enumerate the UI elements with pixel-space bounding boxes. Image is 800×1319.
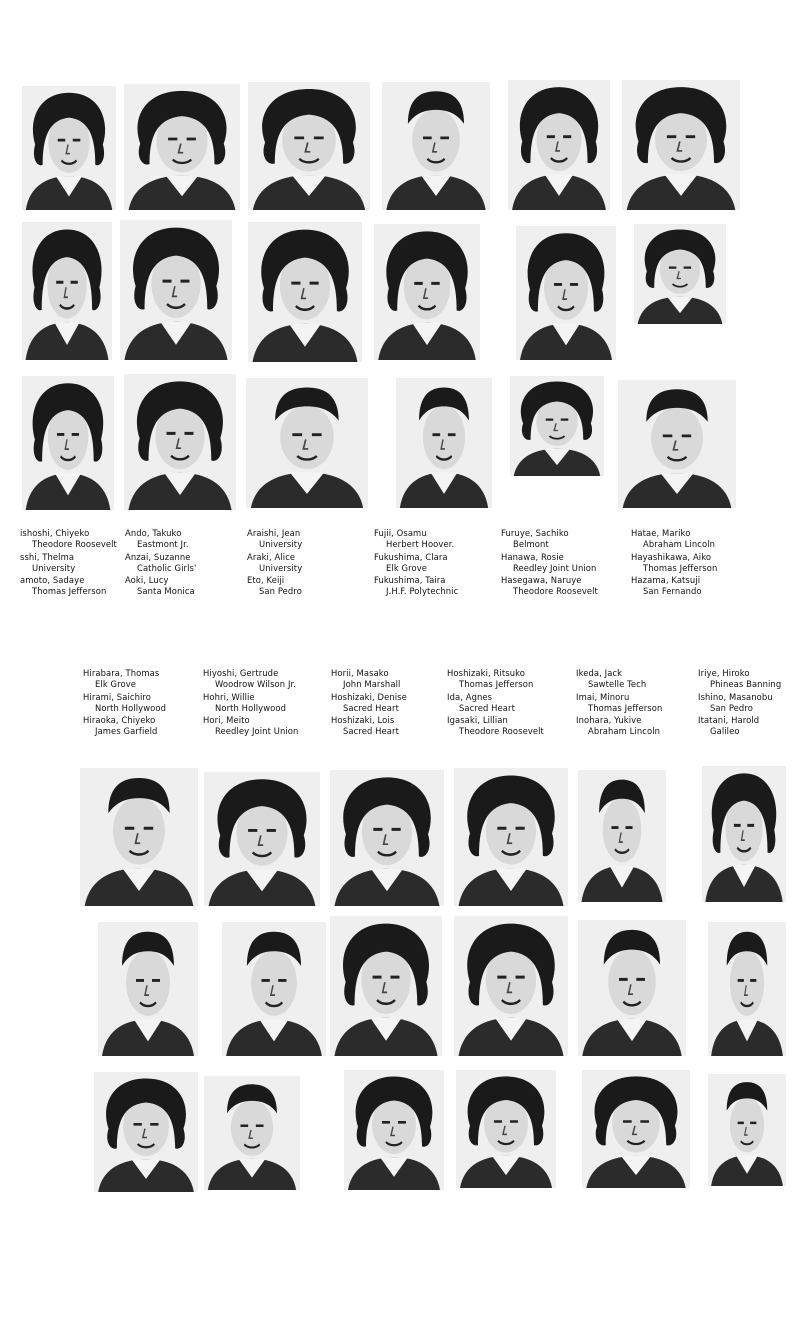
portrait-photo	[330, 770, 444, 906]
school-name: J.H.F. Polytechnic	[386, 586, 459, 597]
student-entry	[698, 692, 794, 715]
portrait-photo	[330, 916, 442, 1056]
portrait-photo	[246, 378, 368, 508]
student-name: Hatae, Mariko	[631, 528, 691, 538]
school-name: Eastmont Jr.	[137, 539, 189, 550]
school-name: Santa Monica	[137, 586, 195, 597]
school-name: North Hollywood	[215, 702, 287, 713]
student-entry	[247, 552, 365, 575]
portrait-photo	[124, 84, 240, 210]
student-name: Hoshizaki, Ritsuko	[447, 668, 526, 678]
student-entry	[576, 715, 694, 738]
school-name: Woodrow Wilson Jr.	[215, 679, 297, 690]
school-name: Catholic Girls'	[137, 562, 197, 573]
portrait-photo	[456, 1070, 556, 1188]
student-name: Igasaki, Lillian	[447, 715, 508, 726]
student-entry	[20, 552, 138, 575]
portrait-photo	[124, 374, 236, 510]
portrait-photo	[454, 916, 568, 1056]
portrait-photo	[582, 1070, 690, 1188]
school-name: Herbert Hoover.	[386, 539, 455, 550]
student-name: Eto, Keiji	[247, 575, 285, 586]
student-entry	[501, 528, 619, 551]
student-name: Fukushima, Clara	[374, 551, 448, 562]
student-name: Furuye, Sachiko	[501, 528, 569, 538]
student-name: Hazama, Katsuji	[631, 575, 701, 586]
school-name: Thomas Jefferson	[643, 562, 718, 573]
school-name: Sawtelle Tech	[588, 679, 647, 690]
student-entry	[501, 552, 619, 575]
student-name: Hoshizaki, Denise	[331, 691, 407, 702]
student-entry	[631, 575, 749, 598]
school-name: James Garfield	[95, 726, 158, 737]
school-name: Sacred Heart	[459, 702, 515, 713]
school-name: Thomas Jefferson	[588, 702, 663, 713]
portrait-photo	[622, 80, 740, 210]
caption-column	[203, 668, 321, 739]
student-name: Araki, Alice	[247, 551, 296, 562]
school-name: John Marshall	[343, 679, 401, 690]
student-name: Hiyoshi, Gertrude	[203, 668, 279, 678]
student-name: Hoshizaki, Lois	[331, 715, 395, 726]
caption-column	[125, 528, 243, 599]
student-entry	[331, 715, 449, 738]
portrait-photo	[98, 922, 198, 1056]
student-name: Aoki, Lucy	[125, 575, 169, 586]
student-entry	[20, 528, 138, 551]
caption-column	[247, 528, 365, 599]
student-entry	[247, 575, 365, 598]
student-name: Itatani, Harold	[698, 715, 760, 726]
portrait-photo	[578, 770, 666, 902]
student-entry	[374, 528, 492, 551]
student-entry	[631, 552, 749, 575]
school-name: Theodore Roosevelt	[32, 539, 117, 550]
portrait-photo	[222, 922, 326, 1056]
portrait-photo	[120, 220, 232, 360]
school-name: San Pedro	[259, 586, 302, 597]
student-entry	[374, 575, 492, 598]
student-entry	[631, 528, 749, 551]
student-name: Fujii, Osamu	[374, 528, 427, 538]
student-name: sshi, Thelma	[20, 551, 75, 562]
student-entry	[576, 668, 694, 691]
student-entry	[125, 575, 243, 598]
portrait-photo	[22, 86, 116, 210]
school-name: University	[259, 539, 303, 550]
portrait-photo	[454, 768, 568, 906]
school-name: North Hollywood	[95, 702, 167, 713]
student-entry	[125, 552, 243, 575]
portrait-photo	[22, 376, 114, 510]
portrait-photo	[634, 224, 726, 324]
student-name: Ikeda, Jack	[576, 668, 623, 678]
caption-column	[331, 668, 449, 739]
portrait-photo	[374, 224, 480, 360]
school-name: Elk Grove	[95, 679, 137, 690]
portrait-photo	[510, 376, 604, 476]
student-name: Ishino, Masanobu	[698, 691, 773, 702]
caption-column	[447, 668, 565, 739]
student-entry	[203, 715, 321, 738]
school-name: Belmont	[513, 539, 549, 550]
student-entry	[576, 692, 694, 715]
student-name: amoto, Sadaye	[20, 575, 85, 586]
portrait-photo	[396, 378, 492, 508]
student-entry	[247, 528, 365, 551]
school-name: Sacred Heart	[343, 702, 399, 713]
student-entry	[203, 692, 321, 715]
portrait-photo	[516, 226, 616, 360]
student-entry	[331, 692, 449, 715]
portrait-photo	[344, 1070, 444, 1190]
portrait-photo	[80, 768, 198, 906]
school-name: Thomas Jefferson	[32, 586, 107, 597]
portrait-photo	[22, 222, 112, 360]
caption-column	[374, 528, 492, 599]
school-name: Phineas Banning	[710, 679, 782, 690]
school-name: University	[259, 562, 303, 573]
student-name: Araishi, Jean	[247, 528, 301, 538]
student-name: Fukushima, Taira	[374, 575, 446, 586]
student-entry	[447, 692, 565, 715]
portrait-photo	[508, 80, 610, 210]
student-name: Hanawa, Rosie	[501, 551, 564, 562]
portrait-photo	[618, 380, 736, 508]
student-name: Iriye, Hiroko	[698, 668, 750, 678]
student-name: Hirabara, Thomas	[83, 668, 160, 678]
caption-column	[698, 668, 794, 739]
student-name: Horii, Masako	[331, 668, 389, 678]
school-name: Abraham Lincoln	[643, 539, 716, 550]
student-name: Hiraoka, Chiyeko	[83, 715, 156, 726]
student-entry	[83, 715, 201, 738]
caption-column	[20, 528, 138, 599]
student-entry	[447, 668, 565, 691]
portrait-photo	[708, 922, 786, 1056]
student-entry	[501, 575, 619, 598]
student-name: Ando, Takuko	[125, 528, 182, 538]
school-name: Reedley Joint Union	[215, 726, 299, 737]
portrait-photo	[382, 82, 490, 210]
student-name: Anzai, Suzanne	[125, 551, 191, 562]
caption-column	[631, 528, 749, 599]
student-name: Hasegawa, Naruye	[501, 575, 582, 586]
school-name: Theodore Roosevelt	[459, 726, 544, 737]
student-name: Ida, Agnes	[447, 691, 493, 702]
portrait-photo	[248, 222, 362, 362]
student-entry	[20, 575, 138, 598]
school-name: Theodore Roosevelt	[513, 586, 598, 597]
portrait-photo	[94, 1072, 198, 1192]
school-name: Thomas Jefferson	[459, 679, 534, 690]
student-entry	[698, 668, 794, 691]
school-name: San Pedro	[710, 702, 753, 713]
school-name: Sacred Heart	[343, 726, 399, 737]
student-name: Inohara, Yukive	[576, 715, 642, 726]
student-entry	[83, 668, 201, 691]
student-entry	[83, 692, 201, 715]
student-name: Hayashikawa, Aiko	[631, 551, 712, 562]
student-name: ishoshi, Chiyeko	[20, 528, 90, 538]
school-name: San Fernando	[643, 586, 702, 597]
portrait-photo	[708, 1074, 786, 1186]
student-entry	[374, 552, 492, 575]
school-name: Abraham Lincoln	[588, 726, 661, 737]
caption-column	[576, 668, 694, 739]
student-name: Hohri, Willie	[203, 691, 255, 702]
student-name: Imai, Minoru	[576, 691, 630, 702]
caption-column	[83, 668, 201, 739]
caption-column	[501, 528, 619, 599]
student-name: Hori, Meito	[203, 715, 250, 726]
portrait-photo	[204, 772, 320, 906]
student-entry	[447, 715, 565, 738]
student-entry	[125, 528, 243, 551]
school-name: Elk Grove	[386, 562, 428, 573]
portrait-photo	[248, 82, 370, 210]
portrait-photo	[578, 920, 686, 1056]
portrait-photo	[702, 766, 786, 902]
school-name: Galileo	[710, 726, 740, 737]
school-name: University	[32, 562, 76, 573]
portrait-photo	[204, 1076, 300, 1190]
student-entry	[203, 668, 321, 691]
student-entry	[698, 715, 794, 738]
student-name: Hirami, Saichiro	[83, 691, 152, 702]
student-entry	[331, 668, 449, 691]
school-name: Reedley Joint Union	[513, 562, 597, 573]
